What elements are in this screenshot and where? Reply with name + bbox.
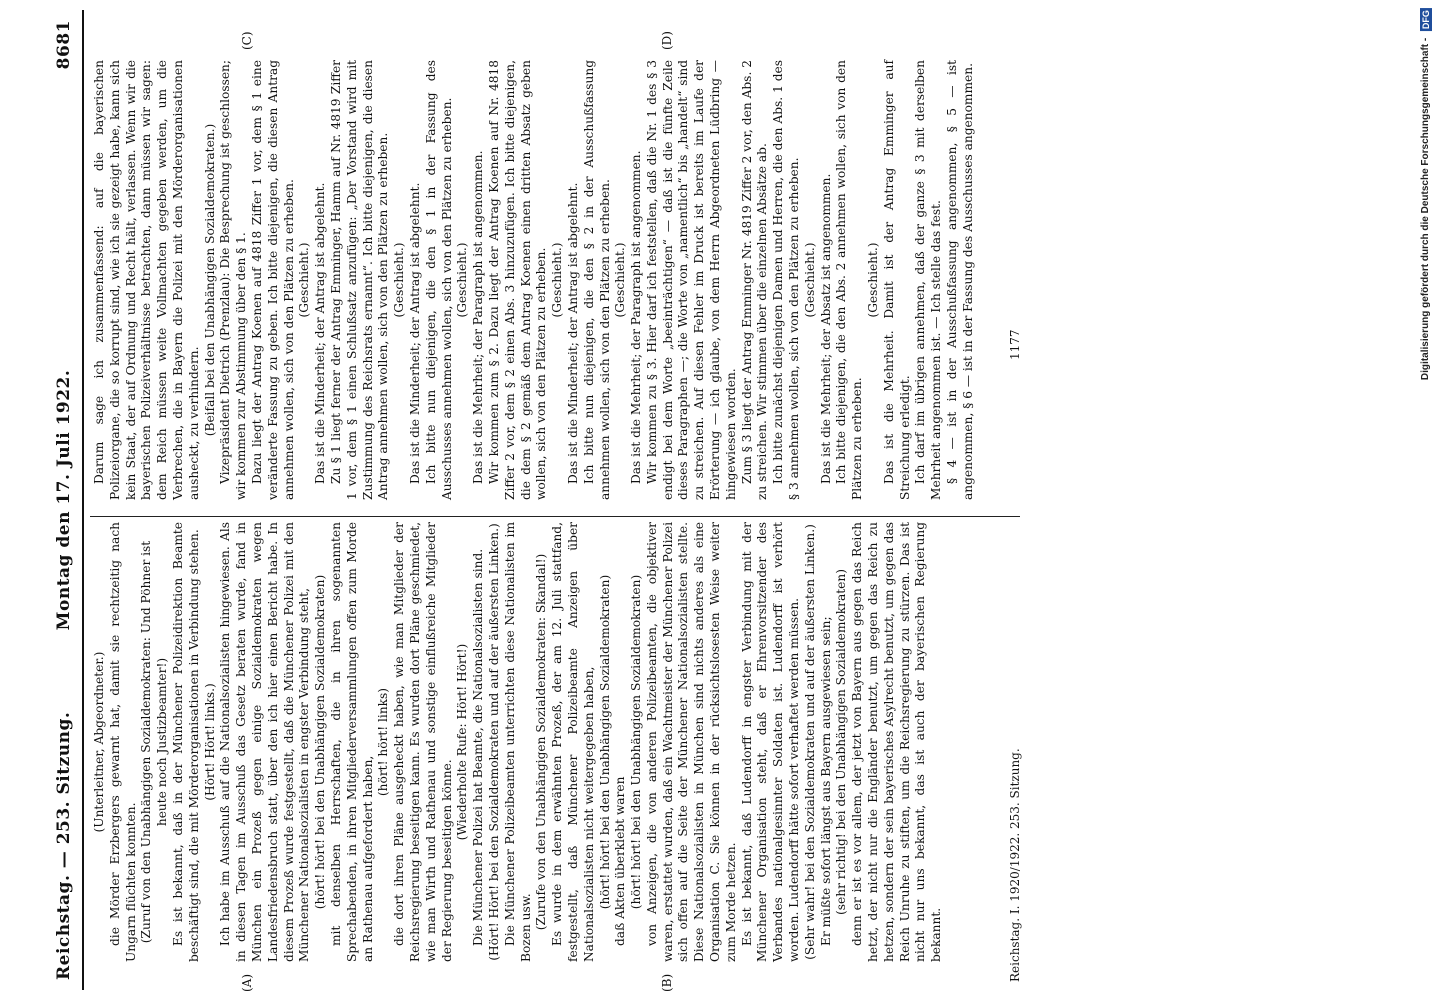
paragraph: Das ist die Mehrheit; der Paragraph ist angenommen. — [471, 150, 486, 484]
paragraph: Dazu liegt der Antrag Koenen auf 4818 Ziffer 1 vor, dem § 1 eine veränderte Fassung zu geben. Ich bitte diejenigen, die diesen Antrag annehmen wollen, sich von den Plätzen zu erheben. — [249, 60, 296, 500]
paragraph: Er müßte sofort längst aus Bayern ausgewiesen sein; — [818, 616, 833, 946]
paragraph: Ich bitte nun diejenigen, die den § 1 in der Fassung des Ausschusses annehmen wollen, sich von den Plätzen zu erheben. — [423, 60, 454, 500]
paragraph: (Geschieht.) — [455, 242, 470, 318]
paragraph: Es ist bekannt, daß Ludendorff in engster Verbindung mit der Münchener Organisation steht, daß er Ehrenvorsitzender des Verbandes nationalgesinnter Soldaten ist. Ludendorff ist verhört worden. Ludendorff hätte sofort verhaftet werden müssen. — [739, 522, 802, 962]
paragraph: Wir kommen zu § 3. Hier darf ich feststellen, daß die Nr. 1 des § 3 endigt bei dem Worte „beeinträchtigen“ — daß ist die fünfte Zeile dieses Paragraphen —; die Worte von „namentlich“ bis „handelt“ sind zu streichen. Auf diesen Fehler im Druck ist bereits im Laufe der Erörterung — ich glaube, von dem Herrn Abgeordneten Lüdbring — hingewiesen worden. — [644, 60, 738, 500]
paragraph: Zum § 3 liegt der Antrag Emminger Nr. 4819 Ziffer 2 vor, den Abs. 2 zu streichen. Wir stimmen über die einzelnen Absätze ab. — [739, 60, 770, 500]
paragraph: Das ist die Minderheit; der Antrag ist abgelehnt. — [565, 182, 580, 484]
paragraph: Ich bitte zunächst diejenigen Damen und Herren, die den Abs. 1 des § 3 annehmen wollen, sich von den Plätzen zu erheben. — [771, 60, 802, 500]
footer-reference: Reichstag. I. 1920/1922. 253. Sitzung. — [1008, 748, 1022, 982]
paragraph: Darum sage ich zusammenfassend: auf die bayerischen Polizeiorgane, die so korrupt sind, wie ich sie gezeigt habe, kann sich kein Staat, der auf Ordnung und Recht hält, verlassen. Wenn wir die bayerischen Polizeiverhältnisse betrachten, dann müssen wir sagen: dem Reich müssen weite Vollmachten gegeben werden, um die Verbrechen, die in Bayern die Polizei mit den Mörderorganisationen ausheckt, zu verhindern. — [92, 60, 201, 500]
paragraph: denn er ist es vor allem, der jetzt von Bayern aus gegen das Reich hetzt, der nicht nur die Engländer benutzt, um gegen das Reich zu hetzen, sondern der sein bayerisches Asylrecht benutzt, um gegen das Reich Unruhe zu stiften, um die Reichsregierung zu stürzen. Das ist nicht nur uns bekannt, das ist auch der bayerischen Regierung bekannt. — [850, 522, 944, 962]
paragraph: Es wurde in dem erwähnten Prozeß, der am 12. Juli stattfand, festgestellt, daß Münchener Polizeibeamte Anzeigen über Nationalsozialisten nicht weitergegeben haben, — [550, 522, 596, 962]
paragraph: Vizepräsident Dietrich (Prenzlau): Die Besprechung ist geschlossen; wir kommen zur Abstimmung über den § 1. — [218, 60, 249, 500]
paragraph: Wir kommen zum § 2. Dazu liegt der Antrag Koenen auf Nr. 4818 Ziffer 2 vor, dem § 2 einen Abs. 3 hinzuzufügen. Ich bitte diejenigen, die dem § 2 gemäß dem Antrag Koenen einen dritten Absatz geben wollen, sich von den Plätzen zu erheben. — [486, 60, 549, 500]
paragraph: (Zurufe von den Unabhängigen Sozialdemokraten: Skandal!) — [534, 553, 549, 931]
paragraph: (Geschieht.) — [802, 242, 817, 318]
paragraph: (Hört! Hört! bei den Sozialdemokraten und auf der äußersten Linken.) — [486, 523, 501, 961]
paragraph: (Hört! Hört! links.) — [202, 683, 217, 801]
paragraph: (hört! hört! bei den Unabhängigen Sozialdemokraten) — [313, 574, 328, 910]
paragraph: (Unterleitner, Abgeordneter.) — [92, 651, 106, 833]
paragraph: (Wiederholte Rufe: Hört! Hört!) — [455, 643, 470, 841]
paragraph: von Anzeigen, die von anderen Polizeibeamten, die objektiver waren, erstattet wurden, daß ein Wachtmeister der Münchener Polizei sich offen auf die Seite der Münchener Nationalsozialisten stellte. Diese Nationalsozialisten in München sind nichts anderes als eine Organisation C. Sie können in der rücksichtslosesten Weise weiter zum Morde hetzen. — [644, 522, 738, 962]
paragraph: (Geschieht.) — [866, 242, 881, 318]
paragraph: Das ist die Mehrheit. Damit ist der Antrag Emminger auf Streichung erledigt. — [881, 60, 912, 500]
paragraph: § 4 — ist in der Ausschußfassung angenommen, § 5 — ist angenommen, § 6 — ist in der Fassung des Ausschusses angenommen. — [945, 60, 975, 500]
paragraph: (Geschieht.) — [550, 242, 565, 318]
paragraph: Das ist die Mehrheit; der Paragraph ist angenommen. — [629, 150, 644, 484]
paragraph: Die Münchener Polizei hat Beamte, die Nationalsozialisten sind. — [471, 548, 486, 946]
footer-sheet-number: 1177 — [1008, 329, 1022, 360]
paragraph: die dort ihren Pläne ausgeheckt haben, wie man Mitglieder der Reichsregierung beseitigen kann. Es wurden dort Pläne geschmiedet, wie man Wirth und Rathenau und sonstige einflußreiche Mitglieder der Regierung beseitigen könne. — [392, 522, 454, 962]
header-page-number: 8681 — [54, 20, 74, 70]
paragraph: (Geschieht.) — [392, 242, 407, 318]
paragraph: daß Akten überklebt waren — [613, 776, 628, 946]
margin-marker-c: (C) — [240, 31, 254, 50]
header-session: Reichstag. — 253. Sitzung. — [54, 711, 74, 980]
right-text-column — [92, 60, 977, 500]
digitization-note-text: Digitalisierung gefördert durch die Deutsche Forschungsgemeinschaft - — [1420, 37, 1431, 381]
paragraph: Ich habe im Ausschuß auf die Nationalsozialisten hingewiesen. Als in diesen Tagen im Ausschuß das Gesetz beraten wurde, fand in München ein Prozeß gegen einige Sozialdemokraten wegen Landesfriedensbruch statt, über den ich hier einen Bericht habe. In diesem Prozeß wurde festgestellt, daß die Münchener Polizei mit den Münchener Nationalsozialisten in engster Verbindung steht, — [218, 522, 312, 962]
paragraph: Das ist die Minderheit; der Antrag ist abgelehnt. — [313, 182, 328, 484]
left-text-column — [92, 522, 945, 962]
paragraph: (Geschieht.) — [613, 242, 628, 318]
digitization-note — [1420, 8, 1432, 380]
document-page — [40, 0, 1370, 1000]
paragraph: mit denselben Herrschaften, die in ihren sogenannten Sprechabenden, in ihren Mitgliederversammlungen offen zum Morde an Rathenau aufgefordert haben, — [328, 522, 375, 962]
paragraph: Das ist die Minderheit; der Antrag ist abgelehnt. — [407, 182, 422, 484]
paragraph: Ich darf im übrigen annehmen, daß der ganze § 3 mit derselben Mehrheit angenommen ist. — Ich stelle das fest. — [913, 60, 944, 500]
paragraph: Es ist bekannt, daß in der Münchener Polizeidirektion Beamte beschäftigt sind, die mit Mörderorganisationen in Verbindung stehen. — [170, 522, 201, 962]
paragraph: (hört! hört! bei den Unabhängigen Sozialdemokraten) — [597, 574, 612, 910]
margin-marker-d: (D) — [660, 31, 674, 50]
paragraph: (Zuruf von den Unabhängigen Sozialdemokraten: Und Pöhner ist heute noch Justizbeamter!) — [139, 540, 170, 944]
paragraph: Ich bitte diejenigen, die den Abs. 2 annehmen wollen, sich von den Plätzen zu erheben. — [834, 60, 865, 500]
paragraph: Zu § 1 liegt ferner der Antrag Emminger, Hamm auf Nr. 4819 Ziffer 1 vor, dem § 1 einen Schlußsatz anzufügen: „Der Vorstand wird mit Zustimmung des Reichsrats ernannt“. Ich bitte diejenigen, die diesen Antrag annehmen wollen, sich von den Plätzen zu erheben. — [328, 60, 391, 500]
paragraph: (sehr richtig! bei den Unabhängigen Sozialdemokraten) — [834, 569, 849, 915]
column-divider — [90, 516, 1020, 517]
dfg-logo: DFG — [1421, 10, 1431, 29]
paragraph: (Sehr wahr! bei den Sozialdemokraten und auf der äußersten Linken.) — [802, 524, 817, 960]
paragraph: (hört! hört! links) — [376, 687, 391, 797]
paragraph: (hört! hört! bei den Unabhängigen Sozialdemokraten) — [629, 574, 644, 910]
paragraph: (Beifall bei den Unabhängigen Sozialdemokraten.) — [202, 123, 217, 437]
paragraph: (Geschieht.) — [297, 242, 312, 318]
margin-marker-a: (A) — [240, 973, 254, 992]
paragraph: Das ist die Mehrheit; der Absatz ist angenommen. — [818, 173, 833, 484]
paragraph: die Mörder Erzbergers gewarnt hat, damit sie rechtzeitig nach Ungarn flüchten konnten. — [107, 522, 138, 962]
header-rule — [82, 10, 84, 990]
margin-marker-b: (B) — [660, 973, 674, 992]
paragraph: Die Münchener Polizeibeamten unterrichten diese Nationalisten im Bozen usw. — [502, 522, 533, 962]
page-header — [40, 0, 80, 1000]
header-date: Montag den 17. Juli 1922. — [54, 369, 74, 631]
paragraph: Ich bitte nun diejenigen, die den § 2 in der Ausschußfassung annehmen wollen, sich von den Plätzen zu erheben. — [581, 60, 612, 500]
